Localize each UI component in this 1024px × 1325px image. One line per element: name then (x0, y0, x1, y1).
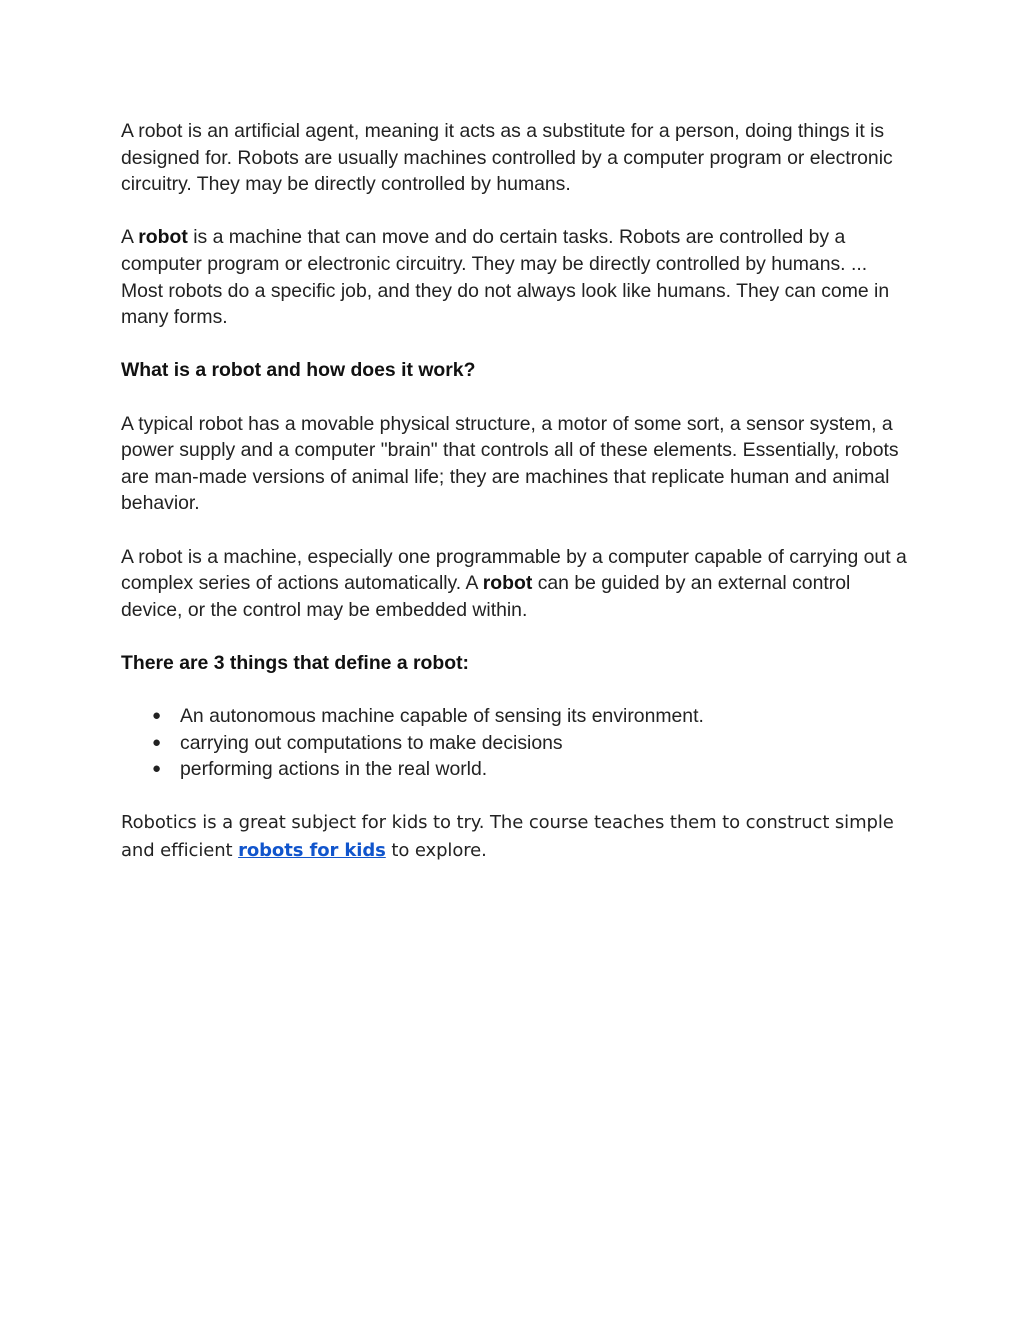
section-heading-how-it-works (121, 357, 911, 384)
list-item-text: performing actions in the real world. (180, 758, 488, 781)
bullet-icon: ● (152, 707, 162, 725)
definition-list (121, 703, 911, 783)
heading-text: There are 3 things that define a robot: (121, 651, 469, 674)
paragraph-programmable (121, 544, 911, 624)
list-item (121, 730, 911, 757)
paragraph-closing-prefix: Robotics is a great subject for kids to try. The course teaches them to construct simple and efficient (121, 812, 894, 861)
bold-term-robot: robot (138, 226, 188, 249)
paragraph-closing (121, 809, 911, 864)
paragraph-programmable-prefix: A robot is a machine, especially one programmable by a computer capable of carrying out a complex series of actions automatically. A (121, 545, 907, 595)
robots-for-kids-link[interactable]: robots for kids (238, 839, 386, 861)
heading-text: What is a robot and how does it work? (121, 359, 476, 382)
paragraph-closing-suffix: to explore. (385, 839, 487, 861)
list-item-text: An autonomous machine capable of sensing its environment. (180, 705, 704, 728)
paragraph-intro: A robot is an artificial agent, meaning it acts as a substitute for a person, doing things it is designed for. Robots are usually machines controlled by a computer program or electronic circuitry. They may be directly controlled by humans. (121, 120, 893, 196)
paragraph-definition (121, 224, 911, 330)
list-item-text: carrying out computations to make decisions (180, 731, 563, 754)
paragraph-programmable-suffix: can be guided by an external control device, or the control may be embedded within. (121, 572, 851, 621)
bullet-icon: ● (152, 760, 162, 778)
paragraph-definition-prefix: A (121, 226, 139, 249)
list-item (121, 703, 911, 730)
paragraph-structure: A typical robot has a movable physical structure, a motor of some sort, a sensor system, a power supply and a computer "brain" that controls all of these elements. Essentially, robots are man-made versions of animal life; they are machines that replicate human and animal behavior. (121, 412, 899, 515)
bullet-icon: ● (152, 733, 162, 751)
bold-term-robot: robot (482, 572, 533, 595)
paragraph-definition-suffix: is a machine that can move and do certain tasks. Robots are controlled by a computer program or electronic circuitry. They may be directly controlled by humans. ... Most robots do a specific job, and they do not always look like humans. They can come in many forms. (121, 226, 890, 329)
section-heading-define (121, 650, 911, 677)
document-page (121, 118, 911, 891)
list-item (121, 756, 911, 783)
